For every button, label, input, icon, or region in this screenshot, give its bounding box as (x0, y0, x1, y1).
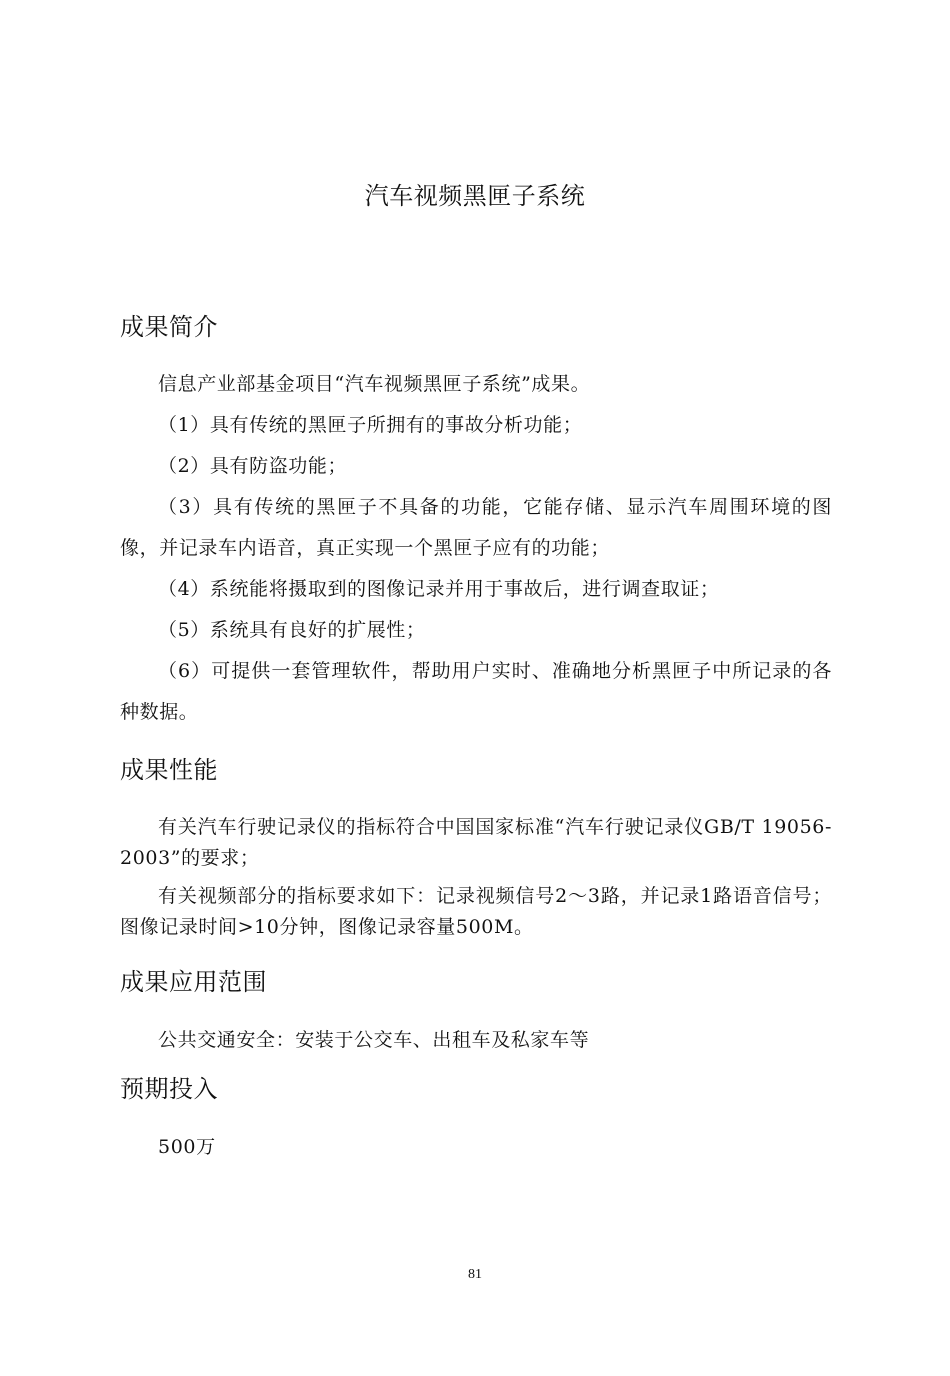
page-number: 81 (468, 1267, 482, 1282)
section-heading-performance: 成果性能 (120, 756, 218, 784)
intro-item-5: （5）系统具有良好的扩展性； (158, 619, 426, 641)
investment-paragraph: 500万 (158, 1136, 216, 1158)
intro-item-4: （4）系统能将摄取到的图像记录并用于事故后，进行调查取证； (158, 578, 720, 600)
application-paragraph: 公共交通安全：安装于公交车、出租车及私家车等 (158, 1029, 590, 1051)
performance-paragraph-2: 有关视频部分的指标要求如下：记录视频信号2～3路，并记录1路语音信号；图像记录时间>10分钟，图像记录容量500M。 (120, 885, 832, 938)
performance-paragraph-1: 有关汽车行驶记录仪的指标符合中国国家标准“汽车行驶记录仪GB/T 19056-2003”的要求； (120, 816, 832, 869)
document-title: 汽车视频黑匣子系统 (364, 182, 586, 210)
intro-item-2: （2）具有防盗功能； (158, 455, 348, 477)
intro-item-1: （1）具有传统的黑匣子所拥有的事故分析功能； (158, 414, 583, 436)
intro-paragraph: 信息产业部基金项目“汽车视频黑匣子系统”成果。 (158, 373, 591, 395)
intro-item-3: （3）具有传统的黑匣子不具备的功能，它能存储、显示汽车周围环境的图像，并记录车内语音，真正实现一个黑匣子应有的功能； (120, 496, 832, 559)
section-heading-application: 成果应用范围 (120, 968, 267, 996)
section-heading-introduction: 成果简介 (120, 313, 218, 341)
section-heading-investment: 预期投入 (120, 1075, 218, 1103)
intro-item-6: （6）可提供一套管理软件，帮助用户实时、准确地分析黑匣子中所记录的各种数据。 (120, 660, 832, 723)
